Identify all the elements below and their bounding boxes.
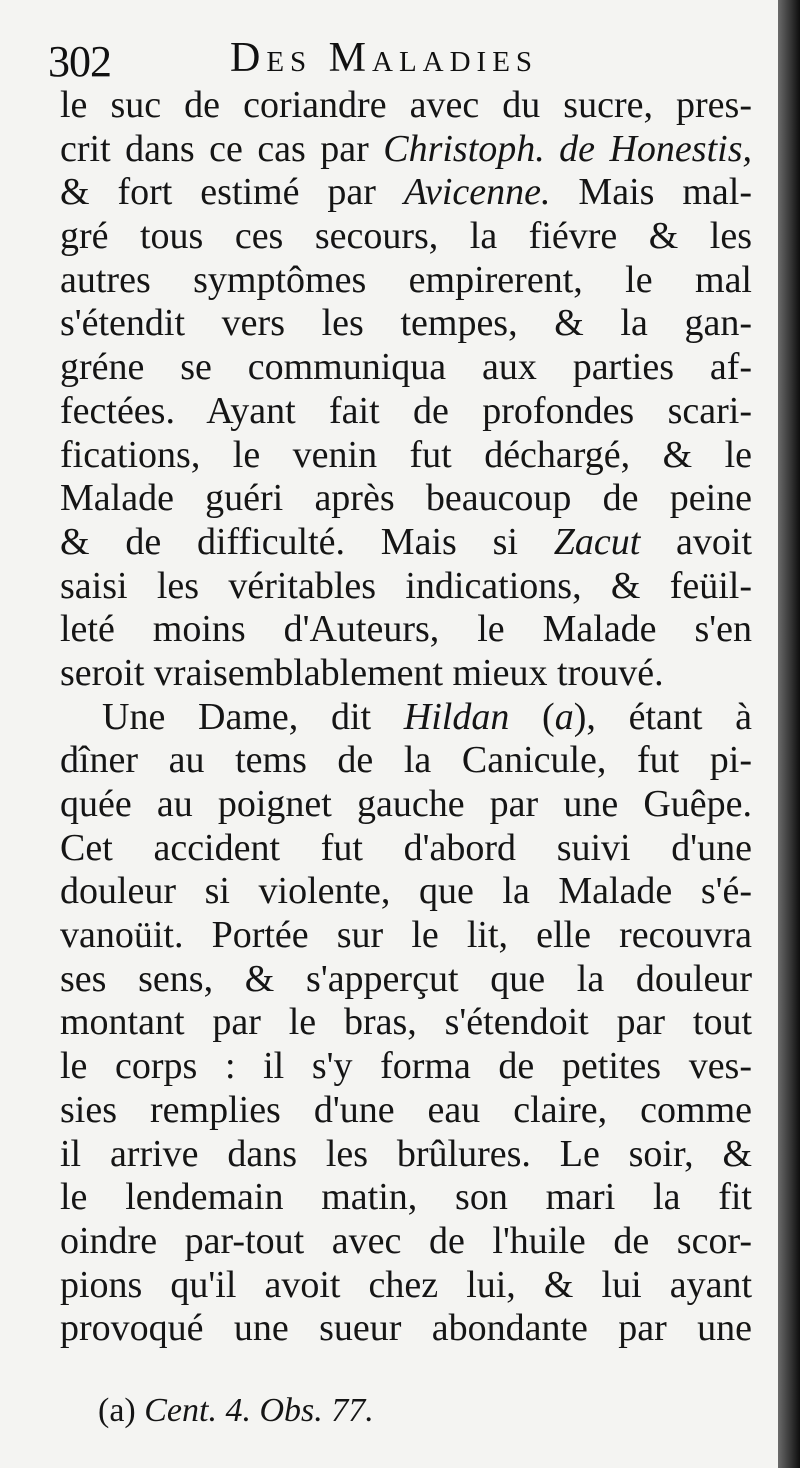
text-line: seroit vraisemblablement mieux trouvé. [60,651,664,694]
footnote-mark: (a) [98,1392,145,1429]
text-line: gréne se communiqua aux parties af- [60,346,752,389]
page-edge-shadow [778,0,800,1468]
text-line: Une Dame, dit Hildan (a), étant à [102,695,753,738]
text-line: oindre par-tout avec de l'huile de scor- [60,1219,752,1262]
footnote-reference: Cent. 4. Obs. 77. [144,1392,374,1429]
text-line: saisi les véritables indications, & feüil- [60,564,752,607]
text-line: le lendemain matin, son mari la fit [60,1176,752,1219]
text-line: dîner au tems de la Canicule, fut pi- [60,739,752,782]
text-line: gré tous ces secours, la fiévre & les [60,215,752,258]
text-line: leté moins d'Auteurs, le Malade s'en [60,608,752,651]
text-line: crit dans ce cas par Christoph. de Honestis, [60,127,752,170]
body-text [60,84,752,1351]
running-head: Des Maladies [230,35,539,81]
text-line: pions qu'il avoit chez lui, & lui ayant [60,1263,752,1306]
text-line: autres symptômes empirerent, le mal [60,258,752,301]
text-line: quée au poignet gauche par une Guêpe. [60,783,752,825]
footnote [98,1392,374,1430]
text-line: fications, le venin fut déchargé, & le [60,433,752,476]
text-line: Cet accident fut d'abord suivi d'une [60,826,752,869]
page-number: 302 [48,37,111,86]
text-line: & de difficulté. Mais si Zacut avoit [60,520,752,563]
text-line: montant par le bras, s'étendoit par tout [60,1001,752,1044]
text-line: il arrive dans les brûlures. Le soir, & [60,1132,752,1175]
text-line: & fort estimé par Avicenne. Mais mal- [60,171,752,214]
text-line: le corps : il s'y forma de petites ves- [60,1045,752,1088]
text-line: sies remplies d'une eau claire, comme [60,1088,752,1131]
text-line: fectées. Ayant fait de profondes scari- [60,389,752,432]
page-header [48,32,758,86]
text-line: douleur si violente, que la Malade s'é- [60,870,752,913]
text-line: le suc de coriandre avec du sucre, pres- [60,84,752,126]
text-line: vanoüit. Portée sur le lit, elle recouvra [60,914,752,957]
text-line: s'étendit vers les tempes, & la gan- [60,302,752,345]
text-line: provoqué une sueur abondante par une [60,1307,752,1350]
text-line: ses sens, & s'apperçut que la douleur [60,957,752,1000]
text-line: Malade guéri après beaucoup de peine [60,477,752,520]
